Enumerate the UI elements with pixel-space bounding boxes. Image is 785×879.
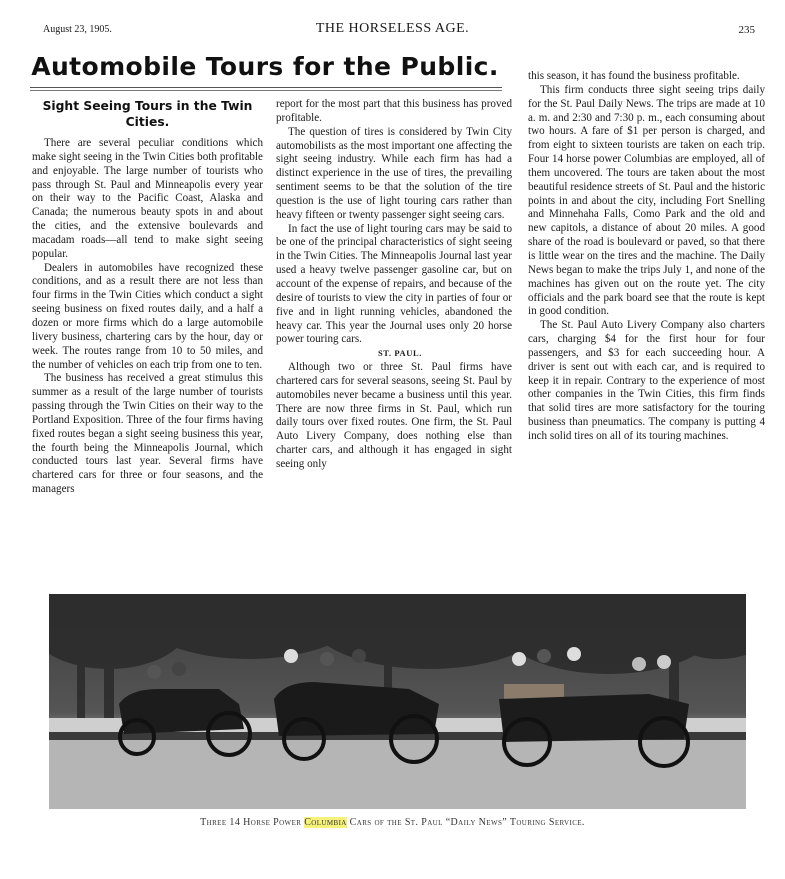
paragraph: The business has received a great stimulus this summer as a result of the large number of tourists passing through the Twin Cities on their way to the Portland Exposition. Three of the four firms having fixed routes began a sight seeing business this year, the fourth being the Minneapolis Journal, which conducted tours last year. Several firms have chartered cars for three or four seasons, and the managers (32, 372, 263, 496)
paragraph-continued: report for the most part that this business has proved profitable. (276, 98, 512, 124)
caption-text-after: Cars of the St. Paul “Daily News” Touring Service. (349, 817, 585, 828)
paragraph: The St. Paul Auto Livery Company also charters cars, charging $4 for the first hour for four passengers, and $3 for each succeeding hour. A driver is sent out with each car, and is required to keep it in repair. Contrary to the experience of most other companies in the Twin Cities, this firm finds that solid tires are more satisfactory for the touring business than pneumatics. The company is putting 4 inch solid tires on all of its touring machines. (528, 319, 765, 442)
caption-text-before: Three 14 Horse Power (200, 817, 302, 828)
page-number: 235 (738, 24, 755, 36)
column-3 (528, 70, 765, 444)
paragraph: The question of tires is considered by Twin City automobilists as the most important one affecting the sight seeing industry. While each firm has had a distinct experience in the use of tires, the prevailing sentiment seems to be that the solution of the tire question is the use of light touring cars rather than heavy fifteen or twenty passenger sight seeing cars. (276, 125, 512, 221)
paragraph: In fact the use of light touring cars may be said to be one of the principal characteristics of sight seeing in the Twin Cities. The Minneapolis Journal last year used a heavy twelve passenger gasoline car, but on account of the expense of repairs, and because of the desire of tourists to view the city in parties of four or five and in light running vehicles, abandoned the heavy car. This year the Journal uses only 20 horse power touring cars. (276, 222, 512, 346)
column-2 (276, 98, 512, 472)
paragraph-continued: this season, it has found the business profitable. (528, 70, 740, 82)
photo-caption (0, 817, 785, 828)
title-rule-bottom (30, 90, 502, 91)
journal-name: THE HORSELESS AGE. (315, 21, 470, 36)
title-rule-top (30, 87, 502, 88)
running-head (0, 22, 785, 40)
photo-illustration (49, 594, 746, 809)
section-heading: ST. PAUL. (377, 348, 423, 359)
paragraph: Dealers in automobiles have recognized these conditions, and as a result there are not less than four firms in the Twin Cities which conduct a sight seeing business on fixed routes daily, and a half a dozen or more firms which do a large automobile livery business, chartering cars by the hour, day or week. The routes range from 10 to 50 miles, and the number of vehicles on each trip from one to ten. (32, 261, 263, 371)
photograph-touring-cars (49, 594, 746, 809)
article-subhead: Sight Seeing Tours in the Twin Cities. (42, 99, 253, 129)
caption-highlight-columbia: Columbia (304, 817, 347, 828)
paragraph: There are several peculiar conditions which make sight seeing in the Twin Cities both profitable and enjoyable. The large number of tourists who pass through St. Paul and Minneapolis every year on their way to the Pacific Coast, Alaska and Canada; the numerous beauty spots in and about the cities, and the extensive boulevards and macadam roads—all tend to make sight seeing popular. (32, 137, 263, 260)
paragraph: This firm conducts three sight seeing trips daily for the St. Paul Daily News. The trips are made at 10 a. m. and 2:30 and 7:30 p. m., each consuming about two hours. A fare of $1 per person is charged, and from eight to sixteen tourists are taken on each trip. Four 14 horse power Columbias are employed, all of them uncovered. The tours are taken about the most beautiful residence streets of St. Paul and the historic points in and about the city, including Fort Snelling and Minnehaha Falls, Como Park and the old and new capitols, a distance of about 20 miles. A good share of the road is boulevard or paved, so that there is little wear on the tires and the machine. The Daily News began to make the trips July 1, and none of the machines has given out on the route yet. The city officials and the park board see that the route is kept in good condition. (528, 83, 765, 318)
paragraph: Although two or three St. Paul firms have chartered cars for several seasons, seeing St. Paul by automobiles never became a business until this year. There are now three firms in St. Paul, which run daily tours over fixed routes. One firm, the St. Paul Auto Livery Company, does nothing else than charter cars, and although it has engaged in sight seeing only (276, 361, 512, 470)
article-title: Automobile Tours for the Public. (31, 52, 499, 81)
column-1 (32, 98, 263, 497)
issue-date: August 23, 1905. (43, 24, 112, 35)
